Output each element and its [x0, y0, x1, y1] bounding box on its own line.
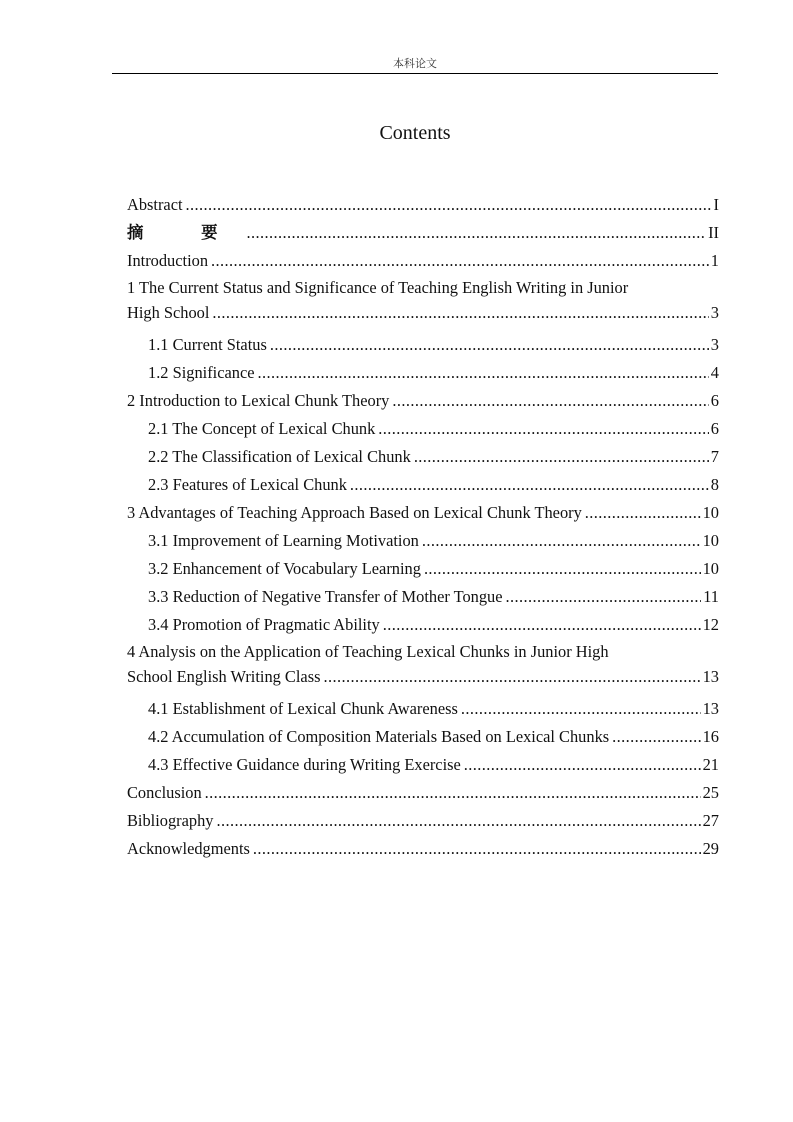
toc-entry-page: 7: [710, 447, 719, 466]
toc-entry-title: Acknowledgments: [127, 839, 250, 858]
toc-entry-title: 4.3 Effective Guidance during Writing Exercise: [148, 755, 461, 774]
toc-entry-title: 摘 要: [127, 223, 244, 242]
toc-entry-title: 2.1 The Concept of Lexical Chunk: [148, 419, 376, 438]
toc-title: Contents: [379, 122, 451, 144]
toc-entry-page: 4: [710, 363, 719, 382]
toc-entry-page: 3: [710, 303, 719, 322]
dot-leader: [392, 387, 708, 415]
toc-entry-title-line2: High School: [127, 303, 210, 322]
toc-entry-page: 3: [710, 335, 719, 354]
toc-entry-page: 6: [710, 391, 719, 410]
dot-leader: [205, 779, 701, 807]
toc-entry-page: 1: [710, 251, 719, 270]
dot-leader: [211, 247, 709, 275]
toc-entry-3-3[interactable]: [127, 583, 719, 611]
toc-entry-page: 8: [710, 475, 719, 494]
dot-leader: [424, 555, 701, 583]
toc-entry-title: 1.1 Current Status: [148, 335, 267, 354]
toc-entry-title: Conclusion: [127, 783, 202, 802]
toc-entry-title: 1.2 Significance: [148, 363, 255, 382]
toc-entry-page: 10: [702, 503, 719, 522]
toc-entry-chinese-abstract[interactable]: [127, 219, 719, 247]
toc-entry-title: 3.2 Enhancement of Vocabulary Learning: [148, 559, 421, 578]
toc-entry-4-2[interactable]: [127, 723, 719, 751]
dot-leader: [186, 191, 712, 219]
toc-entry-page: 10: [702, 559, 719, 578]
dot-leader: [323, 663, 700, 691]
toc-entry-3-1[interactable]: [127, 527, 719, 555]
toc-entry-title: 2 Introduction to Lexical Chunk Theory: [127, 391, 390, 410]
dot-leader: [350, 471, 709, 499]
toc-entry-title: 3 Advantages of Teaching Approach Based on Lexical Chunk Theory: [127, 503, 582, 522]
toc-entry-abstract[interactable]: [127, 191, 719, 219]
toc-entry-4-3[interactable]: [127, 751, 719, 779]
dot-leader: [464, 751, 701, 779]
dot-leader: [383, 611, 701, 639]
toc-entry-1-2[interactable]: [127, 359, 719, 387]
dot-leader: [217, 807, 701, 835]
toc-entry-title: 3.4 Promotion of Pragmatic Ability: [148, 615, 380, 634]
toc-entry-title-line1: 1 The Current Status and Significance of Teaching English Writing in Junior: [127, 278, 629, 297]
dot-leader: [212, 299, 708, 327]
toc-entry-conclusion[interactable]: [127, 779, 719, 807]
dot-leader: [270, 331, 709, 359]
toc-entry-chapter-3[interactable]: [127, 499, 719, 527]
toc-entry-title: 4.2 Accumulation of Composition Materials Based on Lexical Chunks: [148, 727, 610, 746]
toc-entry-page: 13: [702, 667, 719, 686]
toc-entry-page: I: [713, 195, 719, 214]
toc-entry-title: 3.3 Reduction of Negative Transfer of Mother Tongue: [148, 587, 503, 606]
toc-entry-title-line2: School English Writing Class: [127, 667, 321, 686]
dot-leader: [253, 835, 701, 863]
toc-entry-page: 11: [703, 587, 719, 606]
dot-leader: [422, 527, 701, 555]
dot-leader: [414, 443, 709, 471]
dot-leader: [258, 359, 709, 387]
toc-entry-page: 10: [702, 531, 719, 550]
toc-entry-title: 2.3 Features of Lexical Chunk: [148, 475, 347, 494]
dot-leader: [378, 415, 709, 443]
toc-entry-chapter-2[interactable]: [127, 387, 719, 415]
dot-leader: [247, 219, 707, 247]
dot-leader: [461, 695, 701, 723]
toc-entry-page: 13: [702, 699, 719, 718]
toc-entry-title: 4.1 Establishment of Lexical Chunk Awareness: [148, 699, 458, 718]
toc-entry-page: 27: [702, 811, 719, 830]
toc-entry-chapter-1[interactable]: [127, 275, 719, 331]
toc-entry-2-1[interactable]: [127, 415, 719, 443]
toc-entry-3-2[interactable]: [127, 555, 719, 583]
toc-entry-2-3[interactable]: [127, 471, 719, 499]
toc-entry-title: Abstract: [127, 195, 183, 214]
toc-entry-title: Introduction: [127, 251, 209, 270]
toc-entry-page: II: [708, 223, 719, 242]
toc-entry-2-2[interactable]: [127, 443, 719, 471]
toc-entry-title: 2.2 The Classification of Lexical Chunk: [148, 447, 411, 466]
toc-entry-title: Bibliography: [127, 811, 214, 830]
toc-entry-4-1[interactable]: [127, 695, 719, 723]
toc-entry-page: 6: [710, 419, 719, 438]
toc-entry-acknowledgments[interactable]: [127, 835, 719, 863]
toc-entry-introduction[interactable]: [127, 247, 719, 275]
dot-leader: [612, 723, 700, 751]
dot-leader: [585, 499, 701, 527]
toc-entry-page: 25: [702, 783, 719, 802]
toc-entry-3-4[interactable]: [127, 611, 719, 639]
toc-entry-page: 16: [702, 727, 719, 746]
dot-leader: [506, 583, 702, 611]
toc-entry-1-1[interactable]: [127, 331, 719, 359]
toc-entry-page: 12: [702, 615, 719, 634]
running-header: 本科论文: [393, 57, 437, 70]
toc-entry-bibliography[interactable]: [127, 807, 719, 835]
table-of-contents: [127, 191, 719, 863]
header-rule: [112, 73, 718, 74]
toc-entry-chapter-4[interactable]: [127, 639, 719, 695]
toc-entry-title: 3.1 Improvement of Learning Motivation: [148, 531, 419, 550]
toc-entry-title-line1: 4 Analysis on the Application of Teaching Lexical Chunks in Junior High: [127, 642, 609, 661]
toc-entry-page: 29: [702, 839, 719, 858]
toc-entry-page: 21: [702, 755, 719, 774]
